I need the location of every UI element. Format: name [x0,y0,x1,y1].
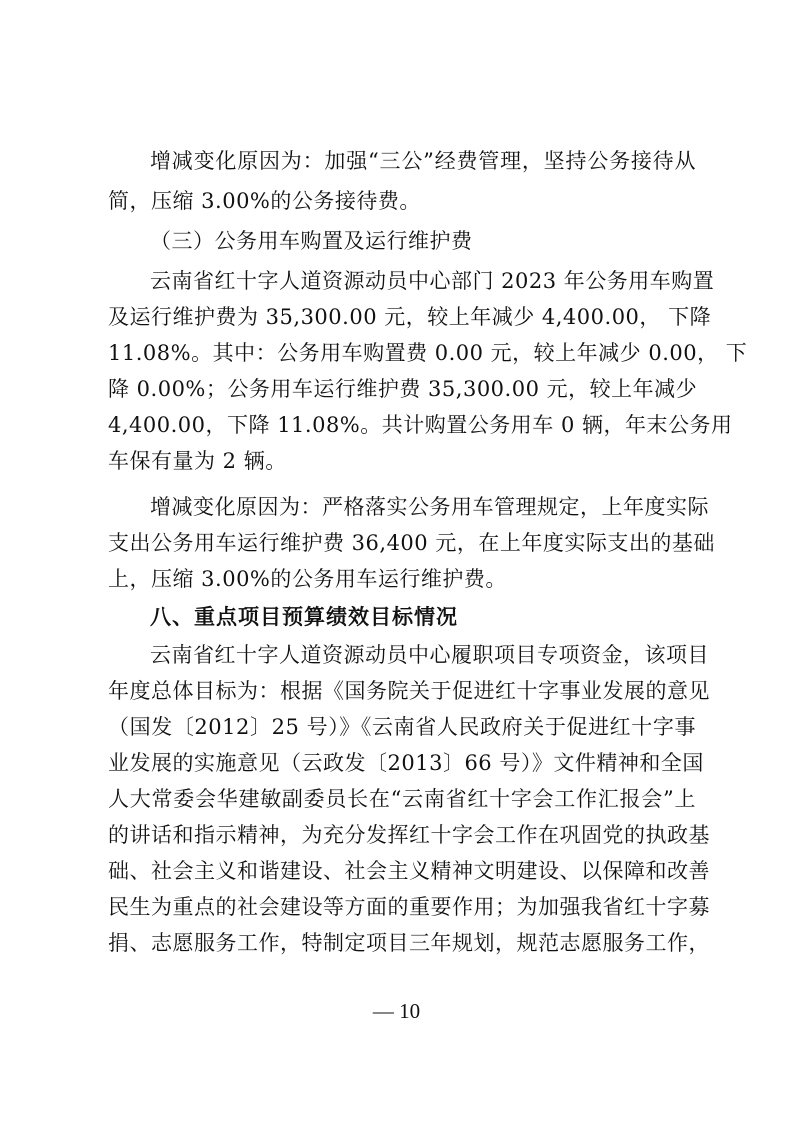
paragraph-line: 业发展的实施意见（云政发〔2013〕66 号）》文件精神和全国 [108,751,704,775]
paragraph-line: 民生为重点的社会建设等方面的重要作用；为加强我省红十字募 [108,895,710,919]
paragraph-line: 云南省红十字人道资源动员中心部门 2023 年公务用车购置 [150,269,715,293]
paragraph-line: 上，压缩 3.00%的公务用车运行维护费。 [108,567,507,591]
paragraph-line: 11.08%。其中：公务用车购置费 0.00 元，较上年减少 0.00， 下 [108,341,748,365]
paragraph-line: 人大常委会华建敏副委员长在“云南省红十字会工作汇报会”上 [108,787,696,811]
section-heading: 八、重点项目预算绩效目标情况 [150,605,458,629]
paragraph-line: 的讲话和指示精神，为充分发挥红十字会工作在巩固党的执政基 [108,823,710,847]
paragraph-line: 支出公务用车运行维护费 36,400 元，在上年度实际支出的基础 [108,531,715,555]
paragraph-line: （国发〔2012〕25 号）》《云南省人民政府关于促进红十字事 [108,715,696,739]
paragraph-line: 及运行维护费为 35,300.00 元，较上年减少 4,400.00， 下降 [108,305,712,329]
paragraph-line: 4,400.00，下降 11.08%。共计购置公务用车 0 辆，年末公务用 [108,413,733,437]
paragraph-line: 础、社会主义和谐建设、社会主义精神文明建设、以保障和改善 [108,859,710,883]
paragraph-line: 车保有量为 2 辆。 [108,449,287,473]
paragraph-line: 云南省红十字人道资源动员中心履职项目专项资金，该项目 [150,643,709,667]
page-number: — 10 [372,999,421,1023]
paragraph-line: 年度总体目标为：根据《国务院关于促进红十字事业发展的意见 [108,679,710,703]
paragraph-line: 捐、志愿服务工作，特制定项目三年规划，规范志愿服务工作， [108,931,710,955]
section-subheading: （三）公务用车购置及运行维护费 [150,229,473,253]
paragraph-line: 降 0.00%；公务用车运行维护费 35,300.00 元，较上年减少 [108,377,698,401]
paragraph-line: 增减变化原因为：严格落实公务用车管理规定，上年度实际 [150,495,709,519]
paragraph-line: 增减变化原因为：加强“三公”经费管理，坚持公务接待从 [150,149,696,173]
paragraph-line: 简，压缩 3.00%的公务接待费。 [108,189,421,213]
